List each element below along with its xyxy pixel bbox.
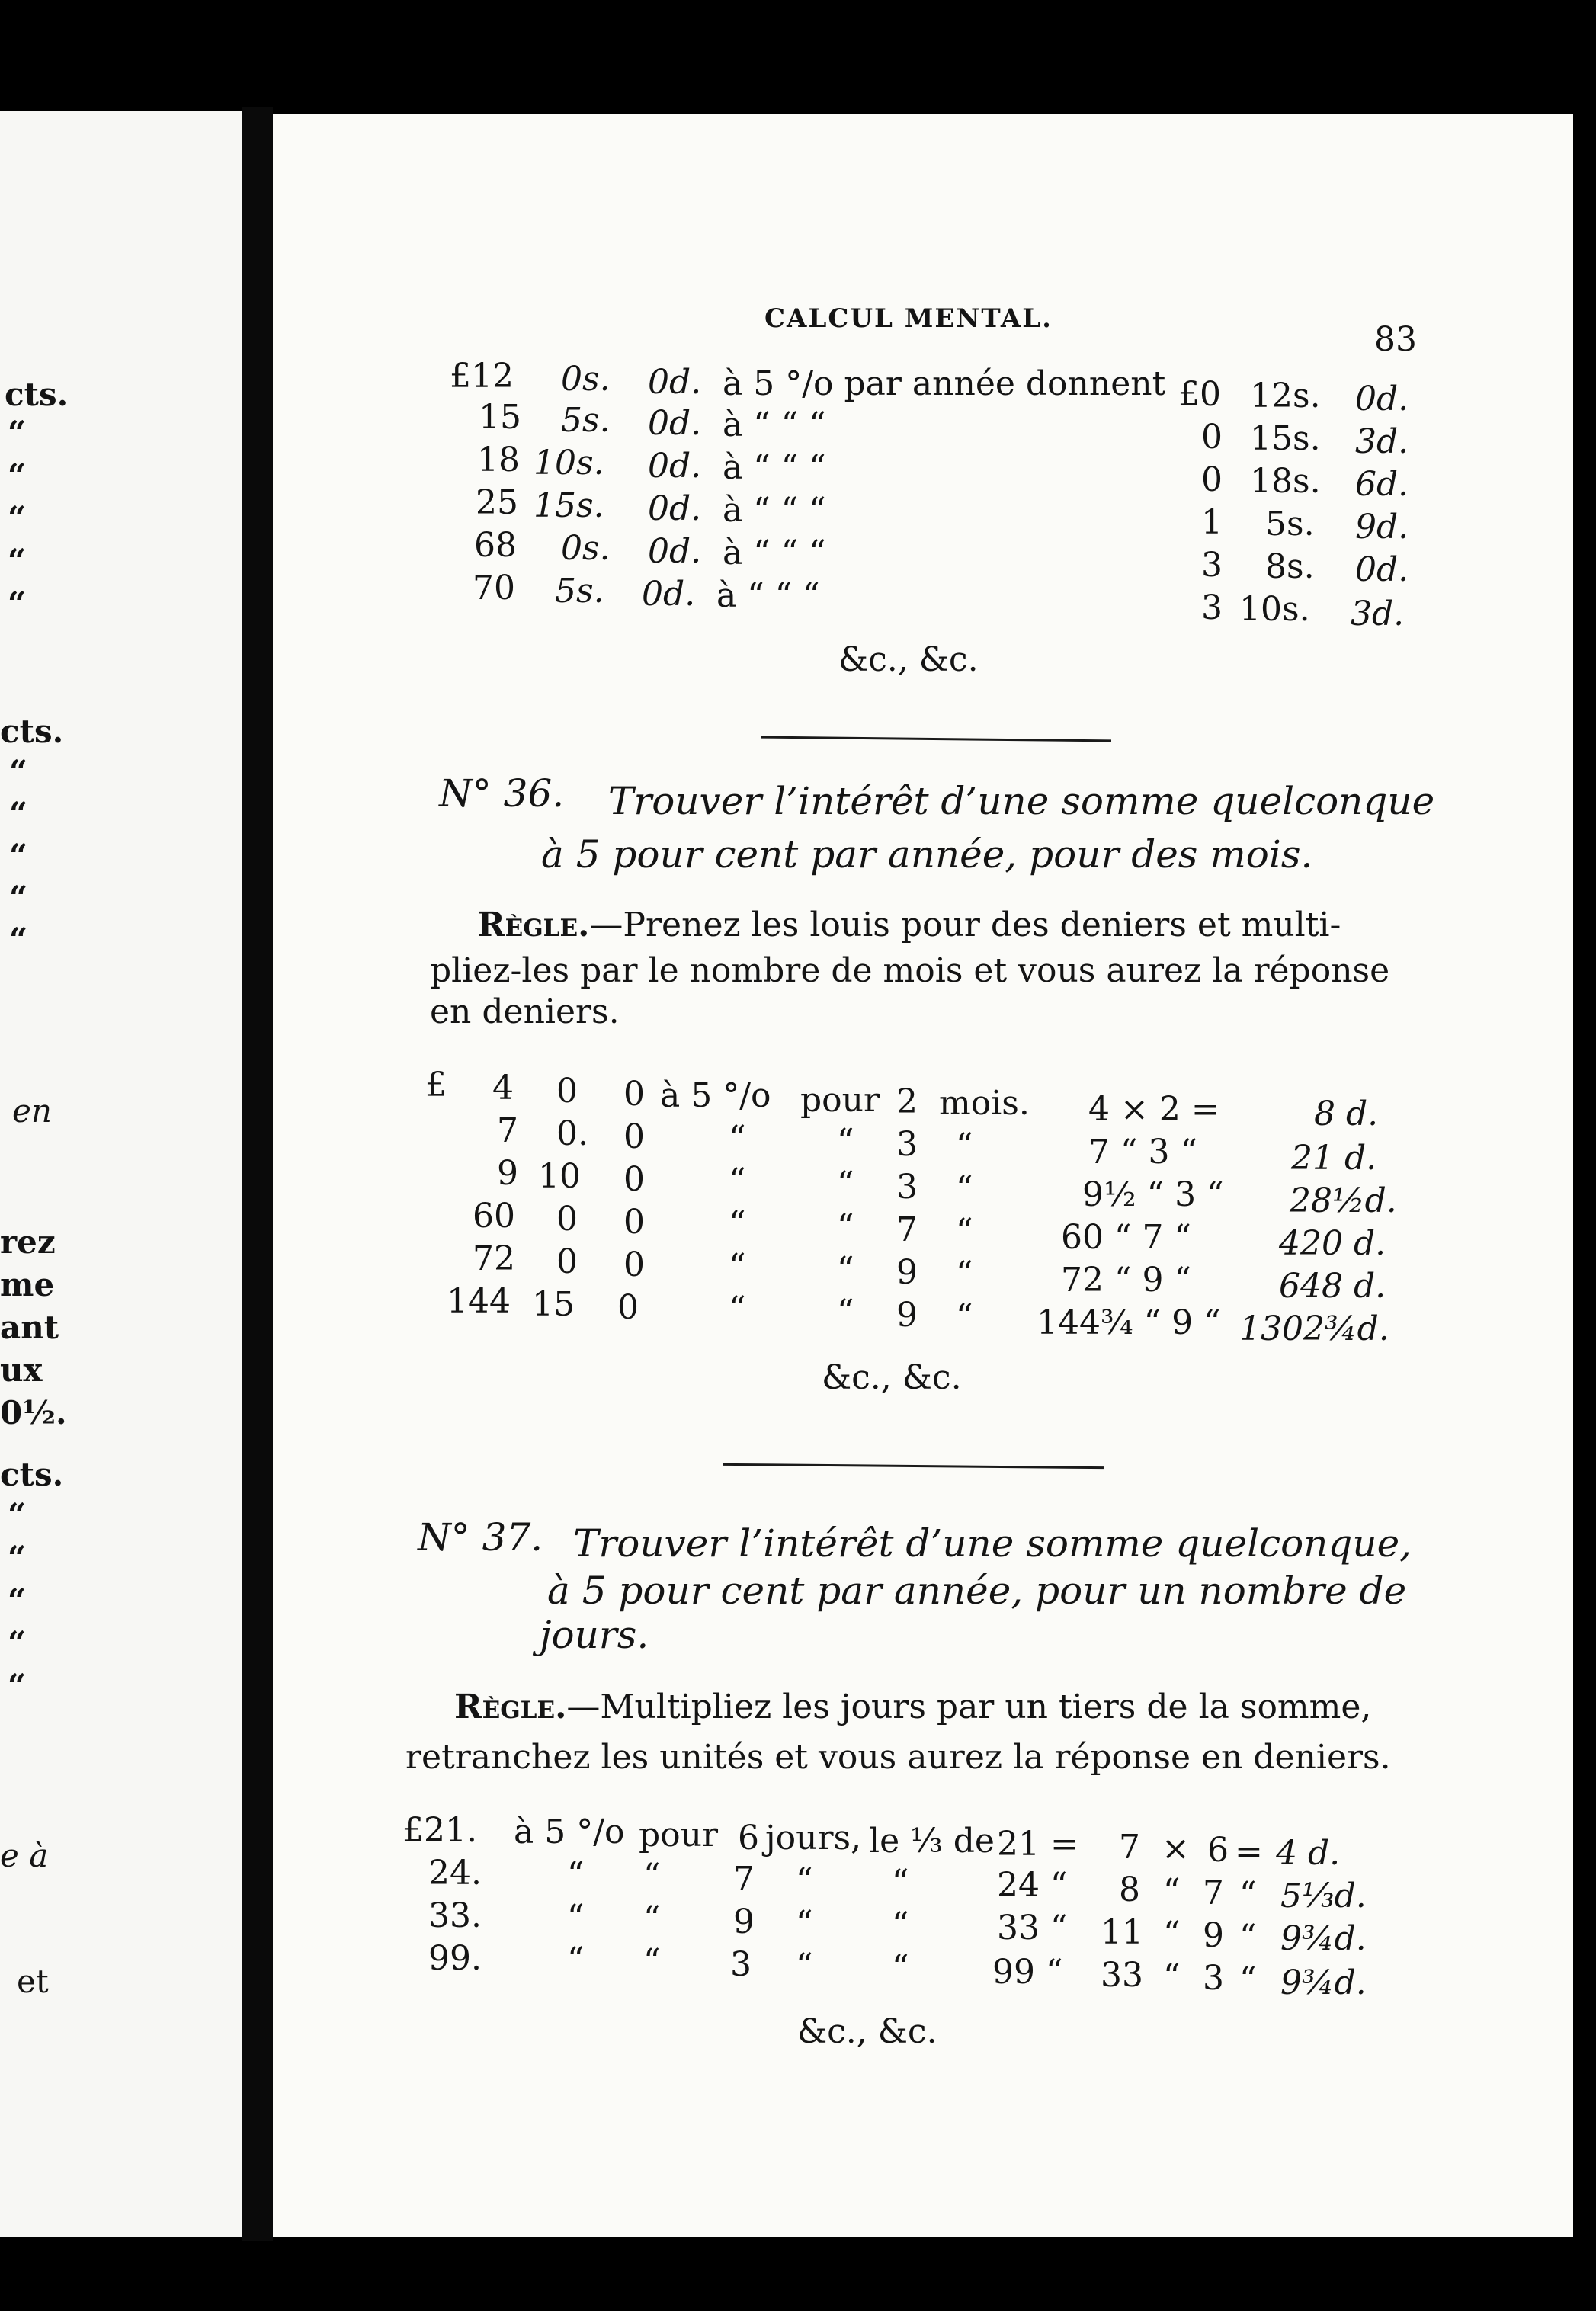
rule-label: Règle. — [477, 905, 590, 944]
calculation: 9½ “ 3 “ — [1082, 1175, 1224, 1214]
amount-shillings: 10 — [538, 1157, 581, 1196]
amount-pounds: 70 — [473, 569, 515, 607]
section-divider — [761, 736, 1111, 742]
amount-pence: 0d. — [642, 575, 696, 614]
pour-text: “ — [837, 1293, 854, 1332]
rate-text: “ — [567, 1898, 585, 1937]
left-fragment: “ — [8, 1582, 27, 1619]
sum: 24 “ — [997, 1866, 1068, 1905]
times: “ — [1163, 1872, 1181, 1911]
pour-text: “ — [643, 1942, 661, 1981]
etc-text: &c., &c. — [822, 1358, 962, 1397]
rate-text: à “ “ “ — [723, 534, 826, 572]
pour-text: “ — [837, 1122, 854, 1161]
left-fragment: cts. — [0, 713, 64, 750]
amount-pounds: £12 — [450, 357, 514, 396]
result-pence: 0d. — [1355, 550, 1409, 589]
days: 3 — [730, 1945, 752, 1984]
amount-shillings: 5s. — [561, 401, 611, 440]
result-pence: 9d. — [1355, 508, 1409, 546]
amount-shillings: 15 — [532, 1285, 575, 1324]
result-shillings: 8s. — [1265, 547, 1315, 586]
pour-text: “ — [837, 1207, 854, 1246]
unit-text: “ — [956, 1212, 973, 1251]
rate-text: à “ “ “ — [723, 448, 826, 487]
amount-shillings: 0s. — [561, 360, 611, 399]
left-fragment: ux — [0, 1351, 43, 1389]
calculation: 4 × 2 = — [1088, 1090, 1219, 1129]
page-number: 83 — [1374, 320, 1417, 359]
amount-shillings: 0. — [556, 1114, 588, 1153]
result-shillings: 10s. — [1239, 590, 1310, 629]
days: 9 — [733, 1902, 755, 1941]
left-fragment: “ — [9, 795, 28, 832]
left-fragment: en — [12, 1092, 52, 1130]
result: 9¾d. — [1280, 1963, 1367, 2002]
left-fragment: e à — [0, 1837, 49, 1874]
sum: 33 “ — [997, 1909, 1068, 1947]
left-fragment: “ — [8, 1539, 27, 1576]
left-fragment: “ — [8, 1667, 27, 1704]
left-fragment: “ — [8, 457, 27, 494]
section-number: N° 37. — [418, 1515, 543, 1559]
left-fragment: “ — [8, 1496, 27, 1534]
result-pounds: 1 — [1201, 503, 1223, 542]
amount-shillings: 15s. — [534, 486, 604, 525]
amount: 24. — [428, 1854, 482, 1893]
rate-text: “ — [567, 1941, 585, 1979]
amount-pounds: 60 — [473, 1197, 515, 1236]
rule-text: en deniers. — [430, 992, 620, 1031]
left-fragment: ant — [0, 1309, 59, 1346]
months: 7 — [896, 1210, 918, 1249]
result: 1302¾d. — [1239, 1309, 1389, 1348]
rate-text: à 5 °/o par année donnent — [723, 364, 1166, 403]
amount-pence: 0d. — [648, 447, 702, 486]
rate-text: à 5 °/o — [660, 1076, 771, 1115]
pour-text: “ — [837, 1250, 854, 1289]
amount-pence: 0 — [623, 1245, 645, 1284]
pound-sign: £ — [425, 1066, 447, 1104]
unit-text: “ — [956, 1127, 973, 1165]
third-value: 11 — [1101, 1913, 1143, 1952]
days-value: 3 — [1203, 1959, 1224, 1998]
amount-pounds: 7 — [497, 1111, 518, 1150]
unit-text: “ — [796, 1947, 813, 1986]
left-fragment: “ — [9, 921, 28, 958]
section-title: à 5 pour cent par année, pour un nombre de — [547, 1569, 1407, 1613]
left-fragment: cts. — [0, 1456, 64, 1493]
left-fragment: me — [0, 1266, 55, 1303]
rate-text: “ — [729, 1162, 746, 1200]
left-fragment: “ — [8, 499, 27, 537]
amount-shillings: 0 — [556, 1200, 578, 1239]
amount-pounds: 68 — [474, 526, 517, 565]
rate-text: à “ “ “ — [716, 576, 820, 615]
calculation: 60 “ 7 “ — [1061, 1218, 1191, 1257]
amount-shillings: 0 — [556, 1072, 578, 1111]
section-title: à 5 pour cent par année, pour des mois. — [541, 832, 1313, 877]
result: 8 d. — [1314, 1095, 1379, 1133]
left-fragment: 0½. — [0, 1394, 67, 1431]
section-title: jours. — [540, 1613, 649, 1657]
book-spine — [242, 107, 273, 2241]
result-pounds: £0 — [1178, 375, 1221, 414]
result-pence: 6d. — [1355, 465, 1409, 504]
days: 6 — [738, 1819, 759, 1857]
etc-text: &c., &c. — [797, 2012, 937, 2051]
rule-text: —Multipliez les jours par un tiers de la somme, — [566, 1688, 1372, 1726]
amount-pounds: 144 — [447, 1282, 511, 1321]
calculation: 72 “ 9 “ — [1061, 1261, 1191, 1300]
months: 9 — [896, 1296, 918, 1335]
amount-shillings: 0 — [556, 1242, 578, 1281]
rule-label: Règle. — [454, 1688, 567, 1726]
rule-text: —Prenez les louis pour des deniers et multi- — [589, 905, 1341, 944]
result-pounds: 3 — [1201, 546, 1223, 585]
left-fragment: “ — [8, 1624, 27, 1662]
left-fragment: “ — [8, 542, 27, 579]
left-fragment: “ — [8, 414, 27, 451]
running-header: CALCUL MENTAL. — [764, 303, 1053, 334]
rate-text: “ — [729, 1119, 746, 1158]
section-title: Trouver l’intérêt d’une somme quelconque, — [573, 1521, 1412, 1566]
amount-pounds: 18 — [477, 441, 520, 479]
amount-shillings: 10s. — [534, 444, 604, 482]
pour-text: “ — [837, 1165, 854, 1204]
result: 4 d. — [1276, 1834, 1341, 1873]
result: 28½d. — [1290, 1181, 1397, 1220]
unit-text: “ — [956, 1297, 973, 1336]
equals: “ — [1239, 1960, 1257, 1999]
equals: = — [1235, 1832, 1263, 1871]
result-pounds: 0 — [1201, 418, 1223, 457]
result: 21 d. — [1291, 1139, 1377, 1178]
days-value: 6 — [1207, 1831, 1229, 1870]
etc-text: &c., &c. — [838, 640, 979, 679]
result-pence: 3d. — [1355, 422, 1409, 461]
rule-text: pliez-les par le nombre de mois et vous aurez la réponse — [430, 951, 1390, 990]
amount-pounds: 4 — [492, 1069, 514, 1107]
amount-pence: 0d. — [648, 363, 702, 402]
months: 3 — [896, 1125, 918, 1164]
left-fragment: “ — [9, 837, 28, 874]
months: 3 — [896, 1168, 918, 1207]
third-text: “ — [892, 1863, 909, 1902]
third-value: 8 — [1119, 1870, 1140, 1909]
left-fragment: “ — [8, 585, 27, 622]
sum: 21 = — [997, 1825, 1078, 1864]
rule-paragraph — [454, 1688, 1371, 1726]
result: 5⅓d. — [1280, 1877, 1367, 1915]
amount-pounds: 9 — [497, 1154, 518, 1193]
amount-pence: 0d. — [648, 489, 702, 528]
amount-pence: 0 — [617, 1288, 639, 1327]
left-fragment: et — [17, 1963, 49, 2000]
left-fragment: cts. — [5, 376, 69, 413]
rate-text: à “ “ “ — [723, 491, 826, 530]
section-title: Trouver l’intérêt d’une somme quelconque — [608, 779, 1435, 823]
times: × — [1162, 1829, 1190, 1868]
amount: 33. — [428, 1896, 482, 1935]
unit-text: mois. — [939, 1084, 1030, 1123]
sum: 99 “ — [992, 1953, 1063, 1992]
amount-pounds: 15 — [479, 398, 521, 437]
equals: “ — [1239, 1875, 1257, 1914]
equals: “ — [1239, 1918, 1257, 1957]
amount-pence: 0 — [623, 1160, 645, 1199]
unit-text: “ — [956, 1255, 973, 1293]
unit-text: jours, — [765, 1819, 862, 1857]
calculation: 7 “ 3 “ — [1088, 1133, 1197, 1172]
days: 7 — [733, 1860, 755, 1899]
days-value: 7 — [1203, 1873, 1224, 1912]
rate-text: “ — [729, 1247, 746, 1286]
left-fragment: “ — [9, 753, 28, 790]
third-value: 7 — [1119, 1828, 1140, 1867]
right-page — [273, 114, 1573, 2237]
rule-paragraph — [477, 905, 1341, 944]
amount-shillings: 5s. — [555, 572, 604, 611]
rate-text: “ — [729, 1290, 746, 1329]
result-shillings: 15s. — [1250, 419, 1321, 458]
rule-text: retranchez les unités et vous aurez la réponse en deniers. — [405, 1738, 1391, 1777]
amount: £21. — [402, 1811, 477, 1850]
unit-text: “ — [796, 1904, 813, 1943]
result-pounds: 0 — [1201, 460, 1223, 499]
unit-text: “ — [956, 1169, 973, 1208]
amount-pounds: 25 — [476, 483, 518, 522]
amount-pence: 0d. — [648, 404, 702, 443]
result: 9¾d. — [1280, 1919, 1367, 1958]
times: “ — [1163, 1957, 1181, 1996]
result: 648 d. — [1279, 1267, 1386, 1306]
result-pounds: 3 — [1201, 588, 1223, 627]
pour-text: pour — [800, 1081, 880, 1120]
calculation: 144¾ “ 9 “ — [1037, 1303, 1221, 1342]
months: 2 — [896, 1082, 918, 1121]
pour-text: “ — [643, 1899, 661, 1938]
third-text: le ⅓ de — [869, 1822, 995, 1861]
left-fragment: rez — [0, 1223, 56, 1261]
result-shillings: 18s. — [1250, 462, 1321, 501]
amount-pounds: 72 — [473, 1239, 515, 1278]
result: 420 d. — [1279, 1224, 1386, 1263]
amount-pence: 0 — [623, 1075, 645, 1114]
rate-text: “ — [729, 1204, 746, 1243]
amount: 99. — [428, 1939, 482, 1978]
unit-text: “ — [796, 1861, 813, 1900]
third-text: “ — [892, 1948, 909, 1987]
third-text: “ — [892, 1906, 909, 1944]
amount-pence: 0 — [623, 1203, 645, 1242]
result-pence: 3d. — [1351, 595, 1405, 633]
section-divider — [723, 1463, 1104, 1469]
rate-text: à 5 °/o — [514, 1813, 625, 1851]
left-page-fragment — [0, 111, 242, 2237]
result-pence: 0d. — [1355, 380, 1409, 418]
section-number: N° 36. — [439, 771, 565, 816]
third-value: 33 — [1101, 1956, 1143, 1995]
pour-text: pour — [639, 1816, 719, 1854]
times: “ — [1163, 1915, 1181, 1954]
rate-text: “ — [567, 1855, 585, 1894]
result-shillings: 12s. — [1250, 377, 1321, 415]
amount-pence: 0d. — [648, 532, 702, 571]
months: 9 — [896, 1253, 918, 1292]
days-value: 9 — [1203, 1916, 1224, 1955]
result-shillings: 5s. — [1265, 505, 1315, 543]
left-fragment: “ — [9, 879, 28, 916]
pour-text: “ — [643, 1857, 661, 1896]
amount-shillings: 0s. — [561, 529, 611, 568]
amount-pence: 0 — [623, 1117, 645, 1156]
rate-text: à “ “ “ — [723, 405, 826, 444]
